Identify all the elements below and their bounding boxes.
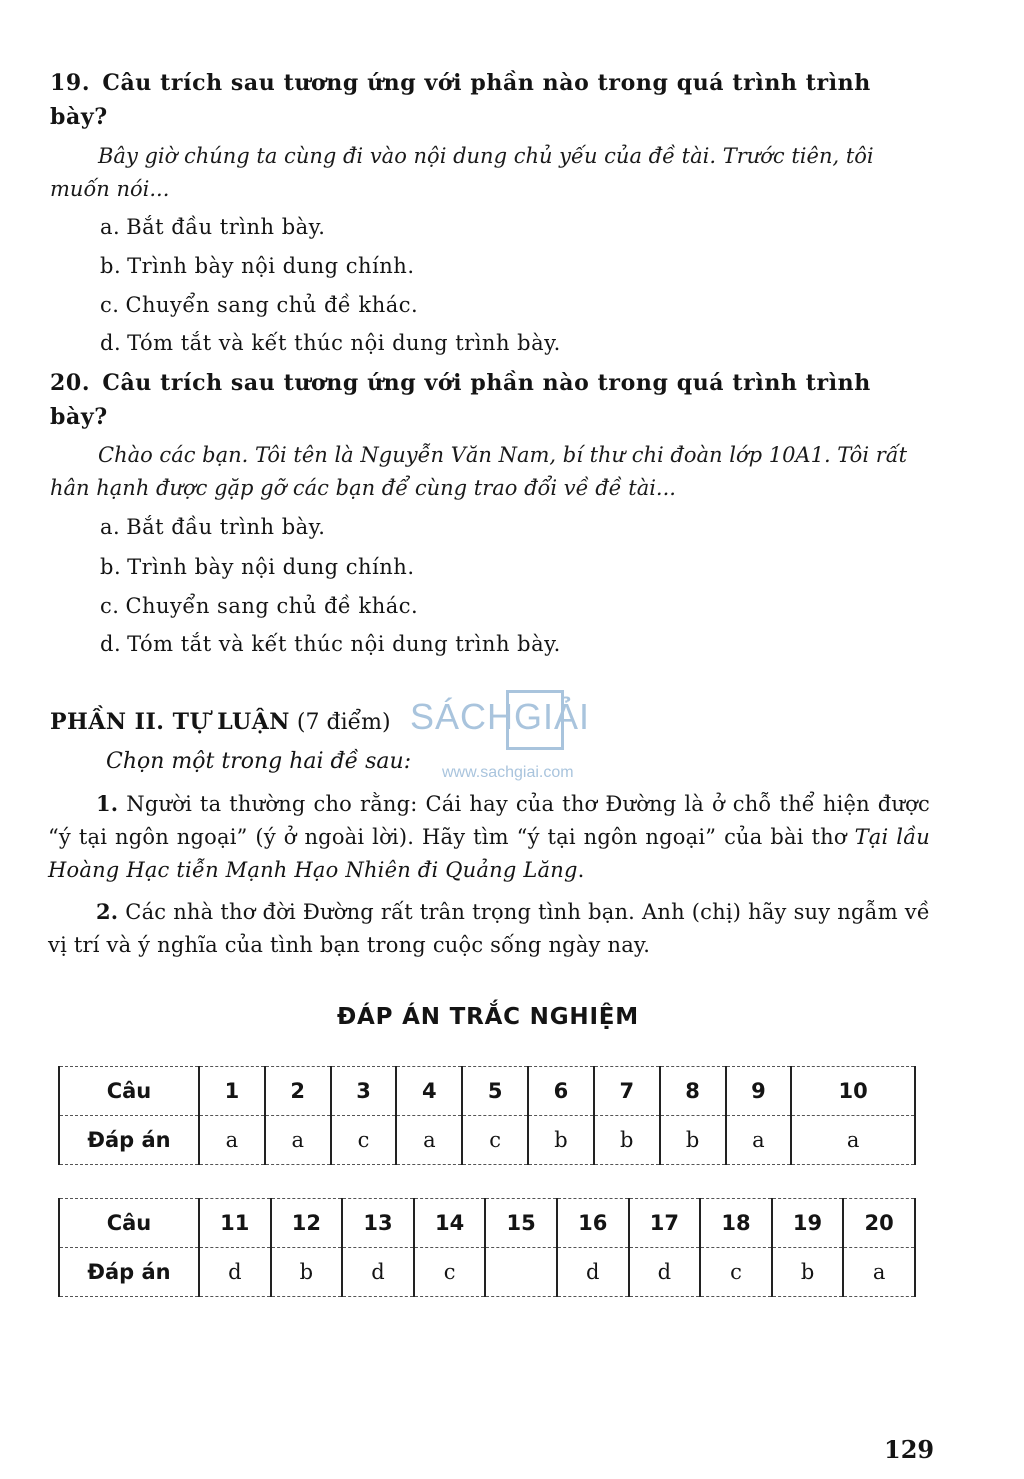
option-letter: b.	[100, 254, 122, 278]
answer-table-2	[58, 1198, 916, 1297]
option-letter: d.	[100, 632, 122, 656]
question-cell: 9	[726, 1067, 792, 1116]
question-cell: 3	[331, 1067, 397, 1116]
answer-cell: d	[342, 1248, 414, 1297]
option-text: Chuyển sang chủ đề khác.	[125, 293, 419, 317]
option-letter: c.	[100, 293, 120, 317]
topic-2-text: Các nhà thơ đời Đường rất trân trọng tình bạn. Anh (chị) hãy suy ngẫm về vị trí và ý nghĩa của tình bạn trong cuộc sống ngày nay.	[48, 900, 930, 957]
part-2-instruction: Chọn một trong hai đề sau:	[106, 749, 412, 774]
option-text: Bắt đầu trình bày.	[126, 515, 326, 539]
row-label-question: Câu	[59, 1199, 199, 1248]
answer-cell: a	[265, 1116, 331, 1165]
question-cell: 13	[342, 1199, 414, 1248]
question-20-number: 20.	[50, 370, 91, 396]
table-row-answers	[59, 1116, 915, 1165]
question-19-number: 19.	[50, 70, 91, 96]
answer-cell: b	[528, 1116, 594, 1165]
answer-cell: c	[331, 1116, 397, 1165]
question-cell: 8	[660, 1067, 726, 1116]
question-20-option-a	[100, 512, 325, 542]
option-text: Trình bày nội dung chính.	[127, 555, 415, 579]
question-20-option-c	[100, 591, 418, 621]
answer-cell	[485, 1248, 557, 1297]
answer-key-title: ĐÁP ÁN TRẮC NGHIỆM	[336, 1004, 639, 1030]
question-20-title	[50, 366, 930, 434]
option-letter: d.	[100, 331, 122, 355]
sachgiai-watermark	[410, 690, 620, 788]
answer-cell: b	[772, 1248, 844, 1297]
question-19-option-a	[100, 212, 325, 242]
answer-cell: b	[594, 1116, 660, 1165]
answer-cell: a	[791, 1116, 915, 1165]
question-cell: 4	[396, 1067, 462, 1116]
answer-cell: c	[414, 1248, 486, 1297]
question-20-quote: Chào các bạn. Tôi tên là Nguyễn Văn Nam, bí thư chi đoàn lớp 10A1. Tôi rất hân hạnh được gặp gỡ các bạn để cùng trao đổi về đề tài...	[50, 443, 908, 500]
essay-topic-2	[48, 895, 930, 962]
question-20-option-b	[100, 552, 415, 582]
question-cell: 16	[557, 1199, 629, 1248]
answer-cell: b	[271, 1248, 343, 1297]
answer-cell: d	[199, 1248, 271, 1297]
question-cell: 1	[199, 1067, 265, 1116]
question-cell: 7	[594, 1067, 660, 1116]
answer-cell: a	[396, 1116, 462, 1165]
option-text: Tóm tắt và kết thúc nội dung trình bày.	[127, 331, 561, 355]
question-cell: 10	[791, 1067, 915, 1116]
question-19-title	[50, 66, 930, 134]
answer-cell: d	[557, 1248, 629, 1297]
part-2-title: PHẦN II. TỰ LUẬN	[50, 709, 290, 735]
question-cell: 20	[843, 1199, 915, 1248]
watermark-url: www.sachgiai.com	[442, 764, 574, 781]
answer-cell: d	[629, 1248, 701, 1297]
question-19-option-d	[100, 328, 561, 358]
question-cell: 11	[199, 1199, 271, 1248]
part-2-heading	[50, 706, 391, 739]
option-text: Bắt đầu trình bày.	[126, 215, 326, 239]
answer-cell: a	[726, 1116, 792, 1165]
table-row-questions	[59, 1199, 915, 1248]
essay-topic-1	[48, 787, 930, 887]
topic-1-text: Người ta thường cho rằng: Cái hay của thơ Đường là ở chỗ thể hiện được “ý tại ngôn ngoại” (ý ở ngoài lời). Hãy tìm “ý tại ngôn ngoại” của bài thơ	[48, 792, 930, 849]
question-20-option-d	[100, 629, 561, 659]
question-cell: 12	[271, 1199, 343, 1248]
question-19-option-c	[100, 290, 418, 320]
answer-cell: c	[700, 1248, 772, 1297]
row-label-answer: Đáp án	[59, 1116, 199, 1165]
topic-2-number: 2.	[96, 899, 119, 924]
question-cell: 14	[414, 1199, 486, 1248]
row-label-question: Câu	[59, 1067, 199, 1116]
part-2-points: (7 điểm)	[296, 710, 391, 735]
question-cell: 17	[629, 1199, 701, 1248]
question-19-quote: Bây giờ chúng ta cùng đi vào nội dung chủ yếu của đề tài. Trước tiên, tôi muốn nói...	[50, 144, 874, 201]
question-cell: 15	[485, 1199, 557, 1248]
option-letter: a.	[100, 215, 121, 239]
answer-cell: a	[843, 1248, 915, 1297]
page-number: 129	[884, 1435, 935, 1464]
option-letter: c.	[100, 594, 120, 618]
table-row-questions	[59, 1067, 915, 1116]
question-cell: 19	[772, 1199, 844, 1248]
question-19-option-b	[100, 251, 415, 281]
option-letter: a.	[100, 515, 121, 539]
row-label-answer: Đáp án	[59, 1248, 199, 1297]
question-19-text: Câu trích sau tương ứng với phần nào trong quá trình trình bày?	[50, 70, 871, 130]
topic-1-number: 1.	[96, 791, 119, 816]
option-text: Chuyển sang chủ đề khác.	[125, 594, 419, 618]
topic-1-end: .	[577, 858, 585, 882]
answer-cell: c	[462, 1116, 528, 1165]
answer-cell: a	[199, 1116, 265, 1165]
option-text: Tóm tắt và kết thúc nội dung trình bày.	[127, 632, 561, 656]
question-cell: 18	[700, 1199, 772, 1248]
question-cell: 5	[462, 1067, 528, 1116]
question-cell: 6	[528, 1067, 594, 1116]
question-20-text: Câu trích sau tương ứng với phần nào trong quá trình trình bày?	[50, 370, 871, 430]
option-letter: b.	[100, 555, 122, 579]
topic-1-poem-title: Tại lầu Hoàng Hạc tiễn Mạnh Hạo Nhiên đi Quảng Lăng	[48, 825, 930, 882]
answer-table-1	[58, 1066, 916, 1165]
table-row-answers	[59, 1248, 915, 1297]
option-text: Trình bày nội dung chính.	[127, 254, 415, 278]
question-cell: 2	[265, 1067, 331, 1116]
watermark-name: SÁCHGIẢI	[410, 696, 591, 737]
answer-cell: b	[660, 1116, 726, 1165]
